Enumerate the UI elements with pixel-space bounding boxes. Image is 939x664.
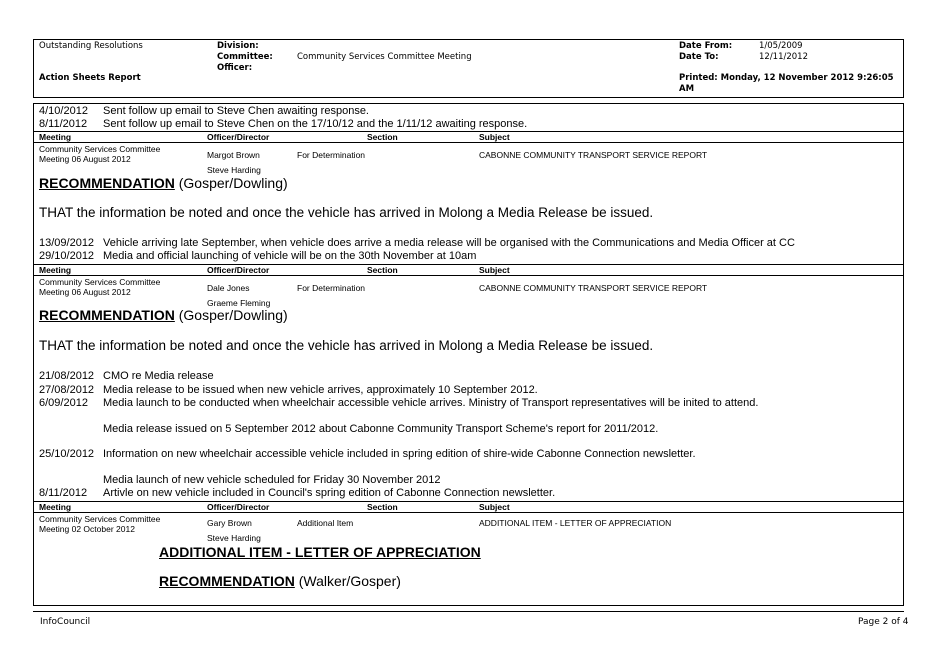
officer-name: Dale Jones	[207, 283, 250, 293]
note-text: Media and official launching of vehicle will be on the 30th November at 10am	[103, 250, 477, 262]
director-name: Graeme Fleming	[207, 298, 271, 308]
section-value: For Determination	[297, 283, 366, 293]
date-from-label: Date From:	[679, 41, 733, 51]
note-date: 8/11/2012	[39, 487, 88, 499]
resolution-text: THAT the information be noted and once the vehicle has arrived in Molong a Media Release be issued.	[39, 205, 654, 220]
meeting-name: Community Services Committee	[39, 514, 161, 524]
meeting-date: Meeting 06 August 2012	[39, 154, 131, 164]
report-name: Action Sheets Report	[39, 73, 141, 83]
meeting-date: Meeting 06 August 2012	[39, 287, 131, 297]
recommendation	[39, 175, 288, 191]
note-row	[39, 474, 441, 486]
column-header-row	[34, 264, 903, 276]
director-name: Steve Harding	[207, 533, 261, 543]
recommendation-label: RECOMMENDATION	[39, 175, 175, 191]
printed-ampm: AM	[679, 84, 695, 94]
note-date: 6/09/2012	[39, 397, 88, 409]
col-section: Section	[367, 502, 398, 512]
note-text: Vehicle arriving late September, when vehicle does arrive a media release will be organised with the Communications and Media Officer at CC	[103, 237, 795, 249]
recommendation-movers: (Gosper/Dowling)	[178, 307, 288, 323]
note-text: CMO re Media release	[103, 370, 214, 382]
division-label: Division:	[217, 41, 259, 51]
note-row	[39, 487, 555, 499]
note-row	[39, 237, 795, 249]
printed-label: Printed:	[679, 73, 718, 83]
officer-name: Gary Brown	[207, 518, 252, 528]
note-row	[39, 384, 538, 396]
note-row	[39, 397, 758, 409]
page-number: Page 2 of 4	[858, 617, 909, 627]
note-date: 21/08/2012	[39, 370, 95, 382]
meeting-name: Community Services Committee	[39, 277, 161, 287]
col-subject: Subject	[479, 502, 510, 512]
resolution-text: THAT the information be noted and once the vehicle has arrived in Molong a Media Release be issued.	[39, 338, 654, 353]
note-text: Media release issued on 5 September 2012 about Cabonne Community Transport Scheme's report for 2011/2012.	[103, 423, 659, 435]
note-text: Sent follow up email to Steve Chen on the 17/10/12 and the 1/11/12 awaiting response.	[103, 118, 528, 130]
note-text: Media release to be issued when new vehicle arrives, approximately 10 September 2012.	[103, 384, 538, 396]
subject-value: ADDITIONAL ITEM - LETTER OF APPRECIATION	[479, 518, 672, 528]
recommendation	[159, 573, 401, 589]
meeting-date: Meeting 02 October 2012	[39, 524, 135, 534]
subject-value: CABONNE COMMUNITY TRANSPORT SERVICE REPORT	[479, 283, 708, 293]
column-header-row	[34, 131, 903, 143]
note-row	[39, 423, 658, 435]
officer-name: Margot Brown	[207, 150, 260, 160]
recommendation	[39, 307, 288, 323]
note-date: 8/11/2012	[39, 118, 88, 130]
note-text: Media launch of new vehicle scheduled for Friday 30 November 2012	[103, 474, 441, 486]
item-heading: ADDITIONAL ITEM - LETTER OF APPRECIATION	[159, 544, 481, 560]
printed-value: Monday, 12 November 2012 9:26:05	[720, 73, 894, 83]
note-row	[39, 448, 696, 460]
note-date: 27/08/2012	[39, 384, 95, 396]
note-text: Media launch to be conducted when wheelchair accessible vehicle arrives. Ministry of Transport representatives will be inited to attend.	[103, 397, 759, 409]
col-meeting: Meeting	[39, 502, 72, 512]
outstanding-label: Outstanding Resolutions	[39, 41, 143, 51]
note-row	[39, 250, 476, 262]
recommendation-movers: (Gosper/Dowling)	[178, 175, 288, 191]
officer-label: Officer:	[217, 63, 253, 73]
col-section: Section	[367, 265, 398, 275]
subject-value: CABONNE COMMUNITY TRANSPORT SERVICE REPORT	[479, 150, 708, 160]
footer-divider	[33, 611, 904, 612]
footer-brand: InfoCouncil	[40, 617, 91, 627]
date-to-value: 12/11/2012	[759, 52, 808, 62]
note-row	[39, 370, 214, 382]
date-from-value: 1/05/2009	[759, 41, 803, 51]
date-to-label: Date To:	[679, 52, 719, 62]
col-officer: Officer/Director	[207, 502, 270, 512]
recommendation-movers: (Walker/Gosper)	[298, 573, 401, 589]
col-section: Section	[367, 132, 398, 142]
col-subject: Subject	[479, 265, 510, 275]
note-text: Artivle on new vehicle included in Council's spring edition of Cabonne Connection newsletter.	[103, 487, 556, 499]
recommendation-label: RECOMMENDATION	[159, 573, 295, 589]
col-subject: Subject	[479, 132, 510, 142]
printed-line	[679, 73, 894, 83]
column-header-row	[34, 501, 903, 513]
note-row	[39, 105, 369, 117]
note-text: Sent follow up email to Steve Chen awaiting response.	[103, 105, 369, 117]
note-date: 29/10/2012	[39, 250, 95, 262]
note-date: 13/09/2012	[39, 237, 95, 249]
director-name: Steve Harding	[207, 165, 261, 175]
note-row	[39, 118, 527, 130]
report-header	[33, 39, 904, 98]
recommendation-label: RECOMMENDATION	[39, 307, 175, 323]
col-meeting: Meeting	[39, 265, 72, 275]
col-officer: Officer/Director	[207, 265, 270, 275]
report-body	[33, 103, 904, 606]
section-value: Additional Item	[297, 518, 354, 528]
section-value: For Determination	[297, 150, 366, 160]
note-date: 4/10/2012	[39, 105, 88, 117]
note-date: 25/10/2012	[39, 448, 95, 460]
meeting-name: Community Services Committee	[39, 144, 161, 154]
col-officer: Officer/Director	[207, 132, 270, 142]
committee-value: Community Services Committee Meeting	[297, 52, 472, 62]
col-meeting: Meeting	[39, 132, 72, 142]
committee-label: Committee:	[217, 52, 273, 62]
note-text: Information on new wheelchair accessible vehicle included in spring edition of shire-wide Cabonne Connection newsletter.	[103, 448, 696, 460]
